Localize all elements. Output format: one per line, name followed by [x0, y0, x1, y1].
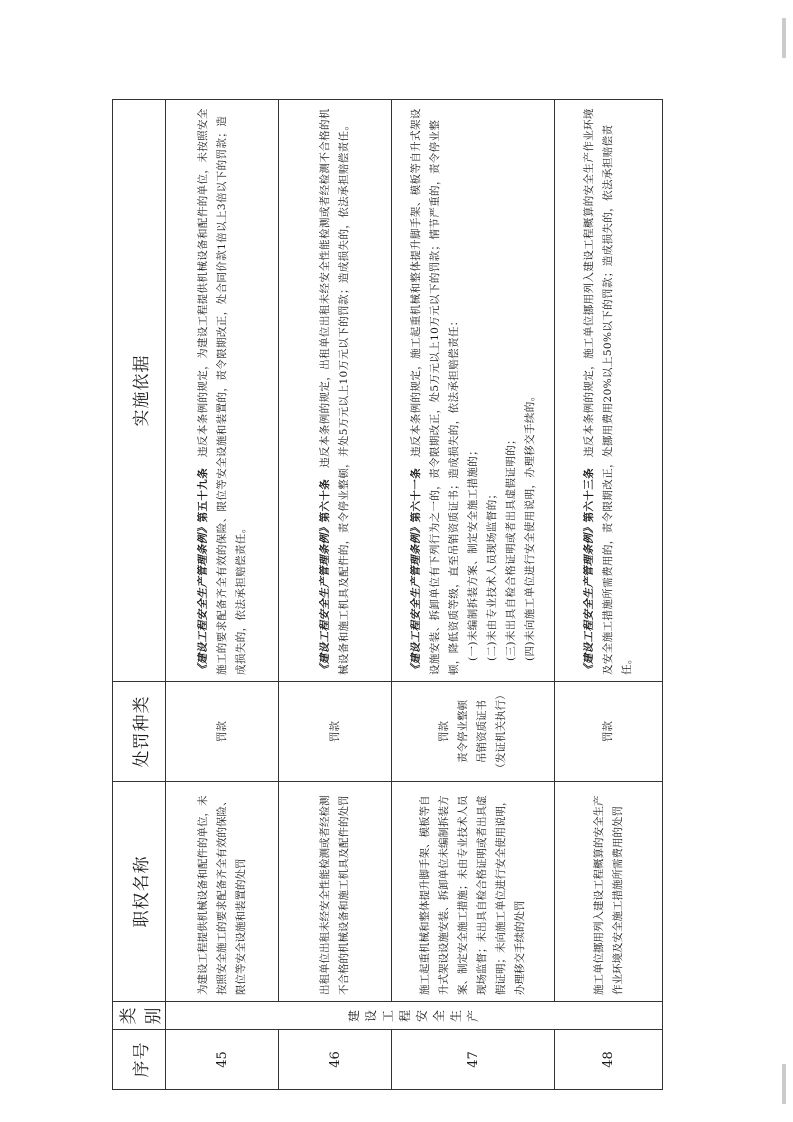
row-penalty: 罚款 — [166, 682, 279, 782]
row-name: 施工起重机械和整体提升脚手架、模板等自升式架设设施安装、拆卸单位未编制拆装方案、制定安全施工措施；未由专业技术人员现场监督；未出具自检合格证明或者出具虚假证明；未向施工单位进行安全使用说明，办理移交手续的处罚 — [392, 782, 555, 1002]
header-penalty-type: 处罚种类 — [113, 682, 166, 782]
row-basis — [279, 100, 392, 682]
row-basis — [555, 100, 663, 682]
basis-text: 违反本条例的规定，施工起重机械和整体提升脚手架、模板等自升式架设设施安装、拆卸单位有下列行为之一的，责令限期改正，处5万元以上10万元以下的罚款；情节严重的，责令停业整顿，降低资质等级，直至吊销资质证书；造成损失的，依法承担赔偿责任： — [409, 108, 460, 675]
penalty-extra-2: 吊销资质证书 — [476, 700, 488, 763]
row-penalty: 罚款 — [279, 682, 392, 782]
penalty-main: 罚款 — [438, 721, 450, 742]
row-name: 施工单位挪用列入建设工程概算的安全生产作业环境及安全施工措施所需费用的处罚 — [555, 782, 663, 1002]
table-row — [392, 100, 555, 1090]
basis-text: 违反本条例的规定，为建设工程提供机械设备和配件的单位，未按照安全施工的要求配备齐全有效的保险、限位等安全设施和装置的，责令限期改正，处合同价款1倍以上3倍以下的罚款；造成损失的，依法承担赔偿责任。 — [196, 108, 247, 675]
basis-text: 违反本条例的规定，出租单位出租未经安全性能检测或者经检测不合格的机械设备和施工机具及配件的，责令停业整顿，并处5万元以上10万元以下的罚款；造成损失的，依法承担赔偿责任。 — [319, 108, 350, 675]
row-penalty: 罚款 — [555, 682, 663, 782]
basis-text: 违反本条例的规定，施工单位挪用列入建设工程概算的安全生产作业环境及安全施工措施所需费用的，责令限期改正，处挪用费用20%以上50%以下的罚款；造成损失的，依法承担赔偿责任。 — [583, 108, 633, 675]
law-title: 《建设工程安全生产管理条例》 — [409, 522, 422, 675]
table-row — [279, 100, 392, 1090]
header-seq: 序号 — [113, 1030, 166, 1090]
penalty-table — [112, 99, 663, 1090]
header-basis: 实施依据 — [113, 100, 166, 682]
law-title: 《建设工程安全生产管理条例》 — [196, 522, 209, 675]
article-number: 第六十一条 — [409, 467, 422, 523]
row-name: 出租单位出租未经安全性能检测或者经检测不合格的机械设备和施工机具及配件的处罚 — [279, 782, 392, 1002]
header-category: 类别 — [113, 1002, 166, 1030]
page-edge-mark — [782, 18, 786, 58]
basis-item: (四)未向施工单位进行安全使用说明，办理移交手续的。 — [523, 390, 536, 661]
row-penalty — [392, 682, 555, 782]
row-basis — [166, 100, 279, 682]
article-number: 第五十九条 — [196, 467, 209, 523]
table-row — [555, 100, 663, 1090]
header-power-name: 职权名称 — [113, 782, 166, 1002]
row-seq: 45 — [166, 1030, 279, 1090]
page-edge-mark — [782, 1064, 786, 1104]
row-name: 为建设工程提供机械设备和配件的单位，未按照安全施工的要求配备齐全有效的保险、限位等安全设施和装置的处罚 — [166, 782, 279, 1002]
row-seq: 47 — [392, 1030, 555, 1090]
row-basis — [392, 100, 555, 682]
table-header-row — [113, 100, 166, 1090]
table-row — [166, 100, 279, 1090]
row-seq: 48 — [555, 1030, 663, 1090]
article-number: 第六十三条 — [583, 467, 595, 523]
basis-item: (一)未编制拆装方案、制定安全施工措施的； — [466, 444, 479, 661]
basis-item: (二)未由专业技术人员现场监督的； — [485, 488, 498, 661]
rotated-page-content — [112, 100, 642, 1090]
row-seq: 46 — [279, 1030, 392, 1090]
penalty-note: （发证机关执行） — [495, 689, 507, 774]
penalty-extra: 责令停业整顿 — [457, 700, 469, 763]
law-title: 《建设工程安全生产管理条例》 — [583, 522, 595, 675]
basis-item: (三)未出具自检合格证明或者出具虚假证明的； — [504, 434, 517, 661]
law-title: 《建设工程安全生产管理条例》 — [319, 522, 331, 675]
category-cell: 建设工程安全生产 — [166, 1002, 663, 1030]
article-number: 第六十条 — [319, 478, 331, 523]
